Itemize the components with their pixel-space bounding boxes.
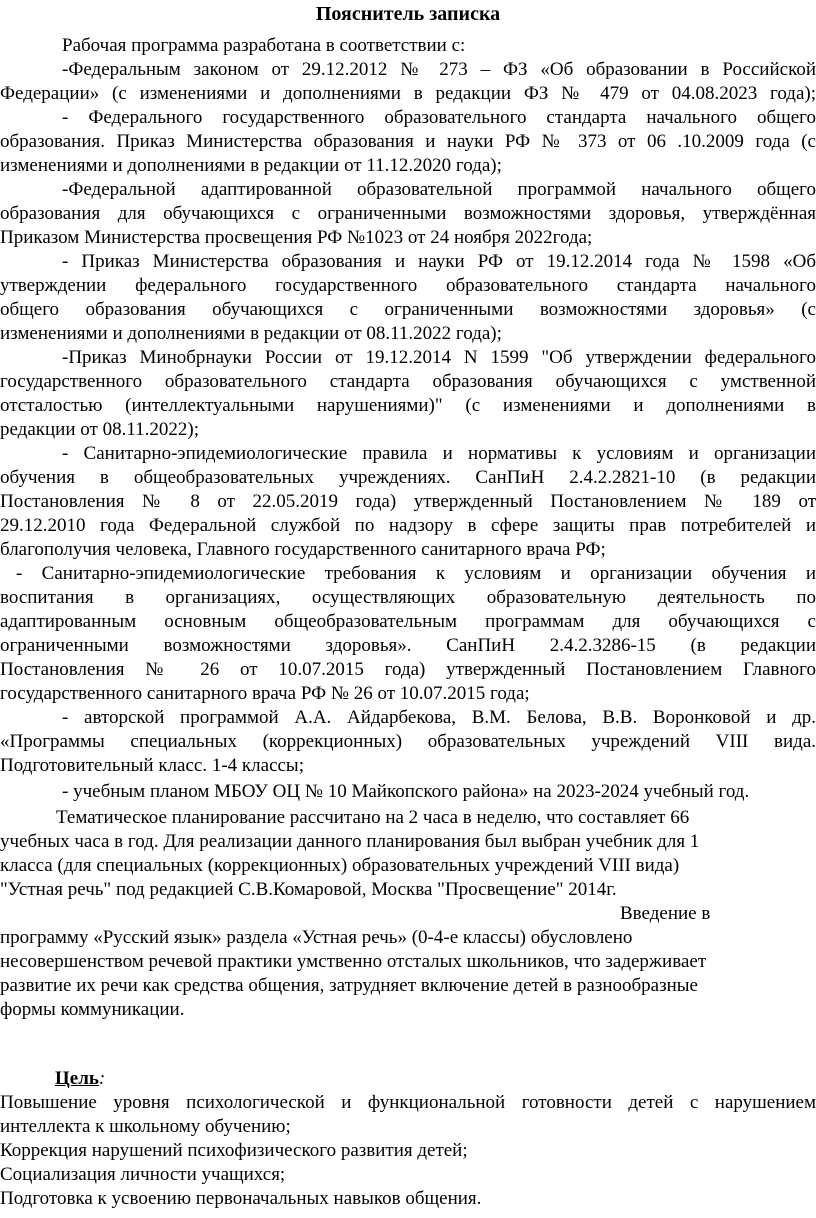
text-line: "Устная речь" под редакцией С.В.Комаровой, Москва "Просвещение" 2014г. — [0, 879, 617, 900]
text-line: формы коммуникации. — [0, 999, 185, 1020]
text-line: - Санитарно-эпидемиологические правила и нормативы к условиям и организации — [62, 443, 816, 464]
text-line: редакции от 08.11.2022); — [0, 419, 199, 440]
goal-label: Цель — [55, 1068, 99, 1089]
text-line: образования. Приказ Министерства образования и науки РФ № 373 от 06 .10.2009 года (с — [0, 131, 816, 152]
text-line: учебных часа в год. Для реализации данного планирования был выбран учебник для 1 — [0, 831, 700, 852]
goal-heading — [55, 1067, 255, 1091]
text-line: - Приказ Министерства образования и науки РФ от 19.12.2014 года № 1598 «Об — [62, 251, 816, 272]
text-line: Коррекция нарушений психофизического развития детей; — [0, 1140, 468, 1161]
text-line: Рабочая программа разработана в соответствии с: — [62, 35, 466, 56]
text-line: ограниченными возможностями здоровья». СанПиН 2.4.2.3286-15 (в редакции — [0, 635, 816, 656]
text-line: воспитания в организациях, осуществляющих образовательную деятельность по — [0, 587, 816, 608]
text-line: несовершенством речевой практики умственно отсталых школьников, что задерживает — [0, 951, 707, 972]
text-line: «Программы специальных (коррекционных) образовательных учреждений VIII вида. — [0, 731, 816, 752]
text-line: государственного санитарного врача РФ № 26 от 10.07.2015 года; — [0, 683, 530, 704]
text-line: интеллекта к школьному обучению; — [0, 1116, 291, 1137]
text-line: развитие их речи как средства общения, затрудняет включение детей в разнообразные — [0, 975, 698, 996]
text-line: Подготовка к усвоению первоначальных навыков общения. — [0, 1188, 482, 1209]
text-line: Тематическое планирование рассчитано на 2 часа в неделю, что составляет 66 — [56, 807, 690, 828]
text-line: Приказом Министерства просвещения РФ №1023 от 24 ноября 2022года; — [0, 227, 593, 248]
text-line: утверждении федерального государственного образовательного стандарта начального — [0, 275, 816, 296]
text-line: Повышение уровня психологической и функциональной готовности детей с нарушением — [0, 1092, 816, 1113]
text-line: благополучия человека, Главного государственного санитарного врача РФ; — [0, 539, 606, 560]
text-line: - Санитарно-эпидемиологические требования к условиям и организации обучения и — [16, 563, 816, 584]
text-line: изменениями и дополнениями в редакции от 11.12.2020 года); — [0, 155, 502, 176]
document-title: Пояснитель записка — [315, 3, 501, 25]
text-line: Подготовительный класс. 1-4 классы; — [0, 755, 304, 776]
text-line: - Федерального государственного образовательного стандарта начального общего — [62, 107, 816, 128]
text-line: Социализация личности учащихся; — [0, 1164, 286, 1185]
text-line: обучения в общеобразовательных учреждениях. СанПиН 2.4.2.2821-10 (в редакции — [0, 467, 816, 488]
text-line: Постановления № 26 от 10.07.2015 года) утвержденный Постановлением Главного — [0, 659, 816, 680]
goal-colon: : — [98, 1068, 106, 1089]
text-line: Введение в — [620, 903, 711, 924]
text-line: отсталостью (интеллектуальными нарушениями)" (с изменениями и дополнениями в — [0, 395, 816, 416]
text-line: государственного образовательного стандарта образования обучающихся с умственной — [0, 371, 816, 392]
text-line: -Приказ Минобрнауки России от 19.12.2014 N 1599 "Об утверждении федерального — [62, 347, 816, 368]
text-line: программу «Русский язык» раздела «Устная речь» (0-4-е классы) обусловлено — [0, 927, 633, 948]
text-line: - учебным планом МБОУ ОЦ № 10 Майкопского района» на 2023-2024 учебный год. — [62, 781, 750, 802]
text-line: -Федеральным законом от 29.12.2012 № 273 – ФЗ «Об образовании в Российской — [62, 59, 816, 80]
text-line: общего образования обучающихся с ограниченными возможностями здоровья» (с — [0, 299, 816, 320]
text-line: Постановления № 8 от 22.05.2019 года) утвержденный Постановлением № 189 от — [0, 491, 816, 512]
text-line: 29.12.2010 года Федеральной службой по надзору в сфере защиты прав потребителей и — [0, 515, 816, 536]
text-line: - авторской программой А.А. Айдарбекова, В.М. Белова, В.В. Воронковой и др. — [62, 707, 816, 728]
text-line: класса (для специальных (коррекционных) образовательных учреждений VIII вида) — [0, 855, 680, 876]
text-line: образования для обучающихся с ограниченными возможностями здоровья, утверждённая — [0, 203, 816, 224]
text-line: -Федеральной адаптированной образовательной программой начального общего — [62, 179, 816, 200]
text-line: Федерации» (с изменениями и дополнениями в редакции ФЗ № 479 от 04.08.2023 года); — [0, 83, 816, 104]
text-line: изменениями и дополнениями в редакции от 08.11.2022 года); — [0, 323, 502, 344]
text-line: адаптированным основным общеобразовательным программам для обучающихся с — [0, 611, 816, 632]
